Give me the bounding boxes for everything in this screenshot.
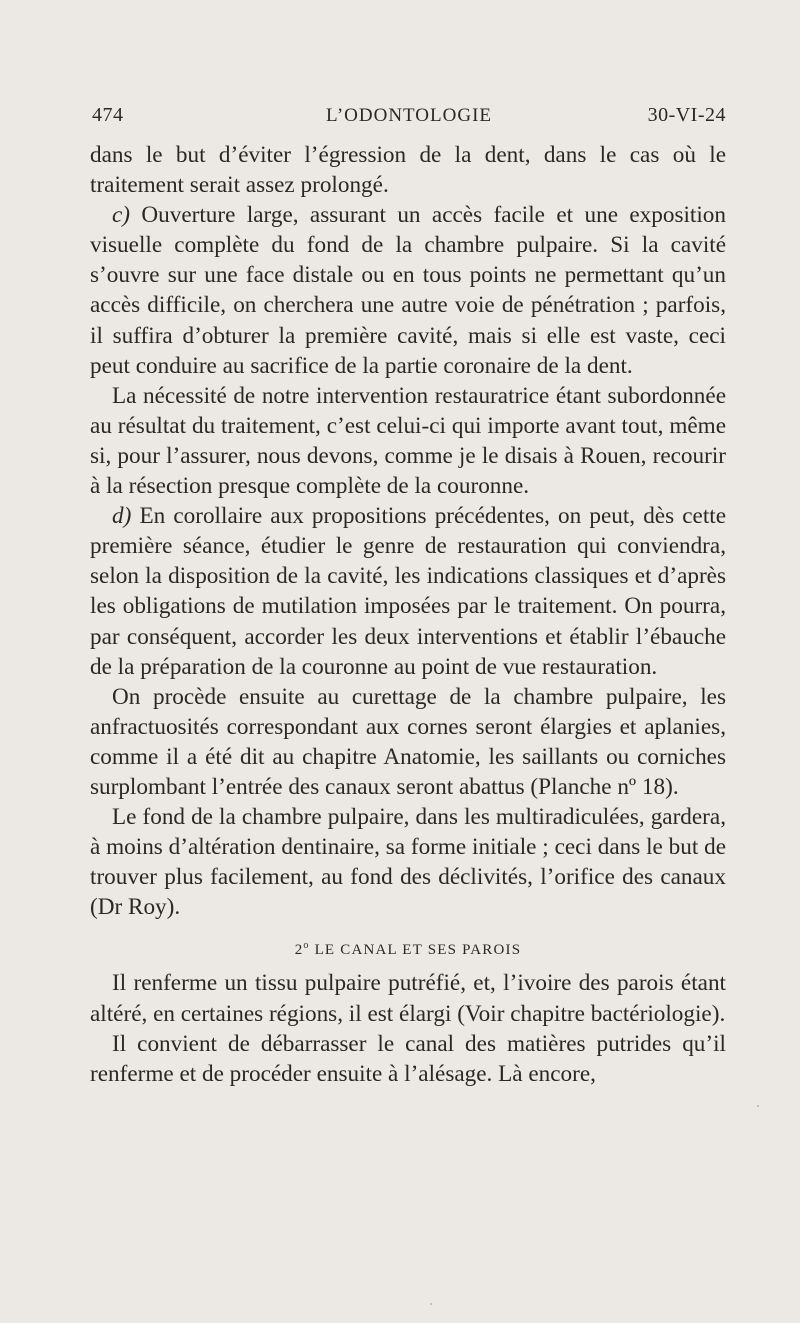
paragraph: Il renferme un tissu pulpaire putréfié, et, l’ivoire des parois étant altéré, en certaines régions, il est élargi (Voir chapitre bactériologie). xyxy=(90,970,726,1027)
page-header xyxy=(92,104,726,134)
page-number: 474 xyxy=(92,104,124,126)
paper-speck xyxy=(430,1303,432,1305)
item-label: d) xyxy=(112,503,132,530)
paragraph: c) Ouverture large, assurant un accès facile et une exposition visuelle complète du fond de la chambre pulpaire. Si la cavité s’ouvre sur une face distale ou en tous points ne permettant qu’un accès difficile, on cherchera une autre voie de pénétration ; parfois, il suffira d’obturer la première cavité, mais si elle est vaste, ceci peut conduire au sacrifice de la partie coronaire de la dent. xyxy=(90,202,726,379)
paragraph: d) En corollaire aux propositions précédentes, on peut, dès cette première séance, étudier le genre de restauration qui conviendra, selon la disposition de la cavité, les indications classiques et d’après les obligations de mutilation imposées par le traitement. On pourra, par conséquent, accorder les deux interventions et établir l’ébauche de la préparation de la couronne au point de vue restauration. xyxy=(90,503,727,680)
item-label: c) xyxy=(112,202,131,229)
paragraph: dans le but d’éviter l’égression de la dent, dans le cas où le traitement serait assez prolongé. xyxy=(90,142,726,199)
document-body xyxy=(90,140,726,1089)
issue-date: 30-VI-24 xyxy=(647,104,726,126)
paragraph: Il convient de débarrasser le canal des matières putrides qu’il renferme et de procéder ensuite à l’alésage. Là encore, xyxy=(90,1030,726,1087)
paragraph: La nécessité de notre intervention restauratrice étant subordonnée au résultat du traitement, c’est celui-ci qui importe avant tout, même si, pour l’assurer, nous devons, comme je le disais à Rouen, recourir à la résection presque complète de la couronne. xyxy=(90,382,726,500)
paper-speck xyxy=(757,1105,759,1107)
paragraph: Le fond de la chambre pulpaire, dans les multiradiculées, gardera, à moins d’altération dentinaire, sa forme initiale ; ceci dans le but de trouver plus facilement, au fond des déclivités, l’orifice des canaux (Dr Roy). xyxy=(90,804,726,921)
running-title: L’ODONTOLOGIE xyxy=(325,105,493,126)
section-heading: 2$^o$ LE CANAL ET SES PAROIS xyxy=(294,940,522,959)
paragraph: On procède ensuite au curettage de la chambre pulpaire, les anfractuosités correspondant aux cornes seront élargies et aplanies, comme il a été dit au chapitre Anatomie, les saillants ou corniches surplombant l’entrée des canaux seront abattus (Planche nº 18). xyxy=(90,683,726,800)
